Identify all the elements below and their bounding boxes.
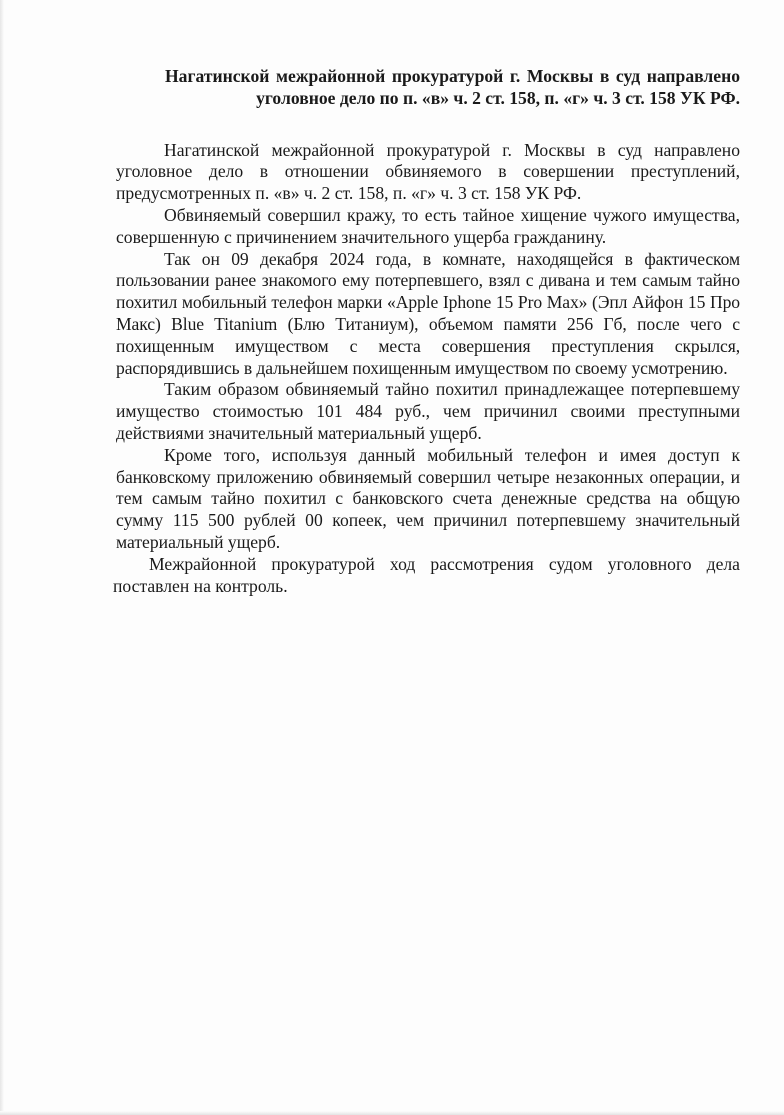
scan-edge-bottom [0,1111,784,1115]
document-body [113,66,740,597]
scan-edge-left [0,0,4,1115]
document-title: Нагатинской межрайонной прокуратурой г. Москвы в суд направлено уголовное дело по п. «в» ч. 2 ст. 158, п. «г» ч. 3 ст. 158 УК РФ. [165,66,740,108]
paragraph-prosecutor-control: Межрайонной прокуратурой ход рассмотрения судом уголовного дела поставлен на контроль. [113,553,740,596]
paragraph-case-referral: Нагатинской межрайонной прокуратурой г. Москвы в суд направлено уголовное дело в отношении обвиняемого в совершении преступлений, предусмотренных п. «в» ч. 2 ст. 158, п. «г» ч. 3 ст. 158 УК РФ. [116,139,740,204]
paragraph-theft-description: Обвиняемый совершил кражу, то есть тайное хищение чужого имущества, совершенную с причинением значительного ущерба гражданину. [116,204,740,247]
paragraph-incident-details: Так он 09 декабря 2024 года, в комнате, находящейся в фактическом пользовании ранее знакомого ему потерпевшего, взял с дивана и тем самым тайно похитил мобильный телефон марки «Apple Iphone 15 Pro Max» (Эпл Айфон 15 Про Макс) Blue Titanium (Блю Титаниум), объемом памяти 256 Гб, после чего с похищенным имуществом с места совершения преступления скрылся, распорядившись в дальнейшем похищенным имуществом по своему усмотрению. [116,248,740,378]
paragraph-damage-amount: Таким образом обвиняемый тайно похитил принадлежащее потерпевшему имущество стоимостью 101 484 руб., чем причинил своими преступными действиями значительный материальный ущерб. [116,379,740,443]
paragraph-bank-operations: Кроме того, используя данный мобильный телефон и имея доступ к банковскому приложению обвиняемый совершил четыре незаконных операции, и тем самым тайно похитил с банковского счета денежные средства на общую сумму 115 500 рублей 00 копеек, чем причинил потерпевшему значительный материальный ущерб. [116,444,740,552]
